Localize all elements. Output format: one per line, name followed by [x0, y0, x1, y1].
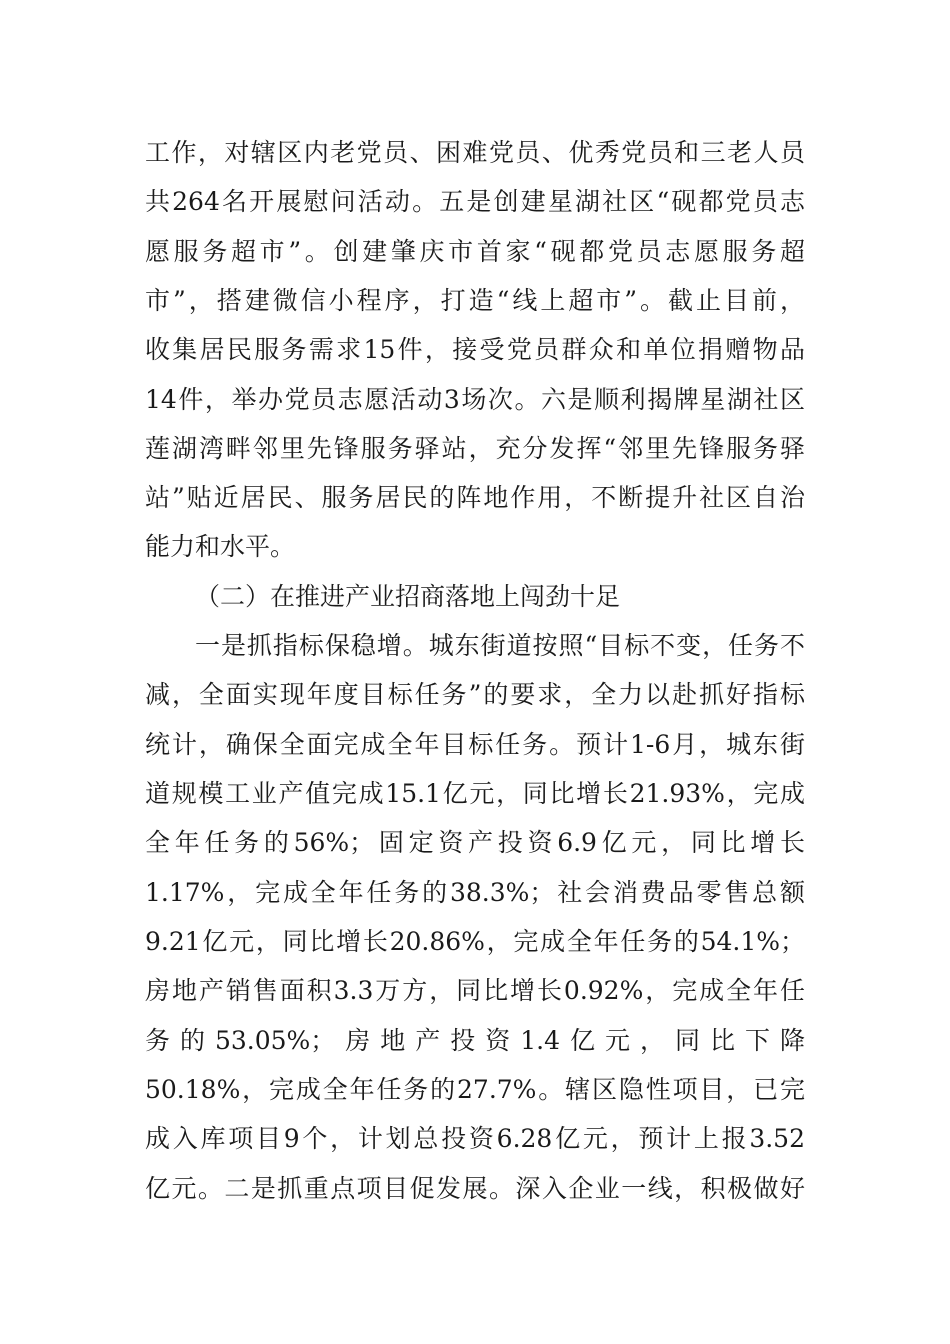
text-line: 50.18%，完成全年任务的27.7%。辖区隐性项目，已完 — [145, 1075, 805, 1104]
text-line: 共264名开展慰问活动。五是创建星湖社区“砚都党员志 — [145, 187, 805, 216]
text-line: 工作，对辖区内老党员、困难党员、优秀党员和三老人员 — [145, 138, 805, 167]
text-line: 统计，确保全面完成全年目标任务。预计1-6月，城东街 — [145, 730, 805, 759]
text-line: 成入库项目9个，计划总投资6.28亿元，预计上报3.52 — [145, 1124, 805, 1153]
text-line: 站”贴近居民、服务居民的阵地作用，不断提升社区自治 — [145, 483, 805, 512]
text-line: 亿元。二是抓重点项目促发展。深入企业一线，积极做好 — [145, 1174, 805, 1203]
text-line: 全年任务的56%；固定资产投资6.9亿元，同比增长 — [145, 828, 805, 857]
text-line: 愿服务超市”。创建肇庆市首家“砚都党员志愿服务超 — [145, 237, 805, 266]
text-line: 市”，搭建微信小程序，打造“线上超市”。截止目前， — [145, 286, 805, 315]
text-line: 莲湖湾畔邻里先锋服务驿站，充分发挥“邻里先锋服务驿 — [145, 434, 805, 463]
text-line: 减，全面实现年度目标任务”的要求，全力以赴抓好指标 — [145, 680, 805, 709]
text-line: 14件，举办党员志愿活动3场次。六是顺利揭牌星湖社区 — [145, 385, 805, 414]
text-line: 道规模工业产值完成15.1亿元，同比增长21.93%，完成 — [145, 779, 805, 808]
text-line: 房地产销售面积3.3万方，同比增长0.92%，完成全年任 — [145, 976, 805, 1005]
text-line: 能力和水平。 — [145, 532, 296, 561]
text-line: 收集居民服务需求15件，接受党员群众和单位捐赠物品 — [145, 335, 805, 364]
text-line: 1.17%，完成全年任务的38.3%；社会消费品零售总额 — [145, 878, 805, 907]
section-heading: （二）在推进产业招商落地上闯劲十足 — [195, 582, 621, 611]
text-line: 务的53.05%；房地产投资1.4亿元，同比下降 — [145, 1026, 805, 1055]
text-line: 9.21亿元，同比增长20.86%，完成全年任务的54.1%； — [145, 927, 805, 956]
text-line: 一是抓指标保稳增。城东街道按照“目标不变，任务不 — [195, 631, 805, 660]
